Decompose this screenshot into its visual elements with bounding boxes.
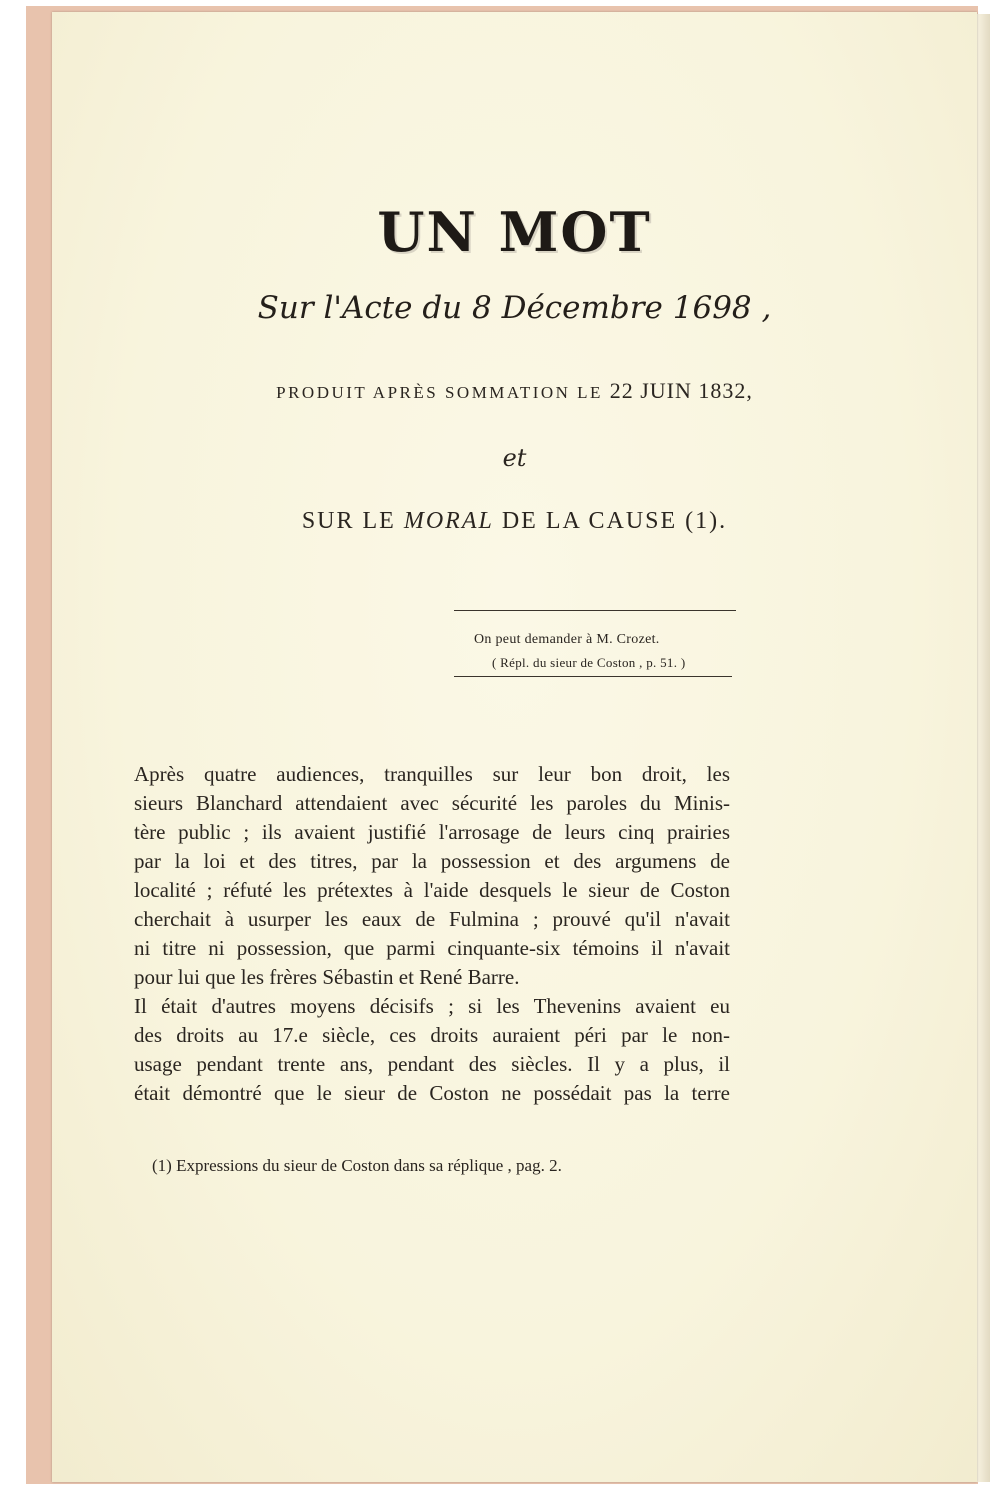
paragraph-line: cherchait à usurper les eaux de Fulmina ; prouvé qu'il n'avait [134, 907, 730, 931]
conjunction-et: et [502, 444, 527, 472]
epigraph-bottom-rule [454, 676, 732, 677]
paragraph-line: par la loi et des titres, par la possession et des argumens de [134, 849, 730, 873]
production-text: PRODUIT APRÈS SOMMATION LE [276, 383, 610, 402]
paragraph-line: Après quatre audiences, tranquilles sur leur bon droit, les [134, 762, 730, 786]
moral-word: MORAL [403, 508, 494, 534]
document-subtitle: Sur l'Acte du 8 Décembre 1698 , [257, 290, 772, 326]
paragraph-line: pour lui que les frères Sébastin et René Barre. [134, 965, 520, 989]
moral-heading [52, 508, 977, 535]
paragraph-line: des droits au 17.e siècle, ces droits auraient péri par le non- [134, 1023, 730, 1047]
production-line [52, 378, 977, 404]
moral-suffix: DE LA CAUSE (1). [493, 508, 728, 534]
paragraph-line: était démontré que le sieur de Coston ne possédait pas la terre [134, 1081, 730, 1105]
production-date: 22 JUIN 1832, [609, 378, 753, 403]
epigraph-line-1: On peut demander à M. Crozet. [474, 632, 660, 647]
paragraph-line: sieurs Blanchard attendaient avec sécurité les paroles du Minis- [134, 791, 730, 815]
footnote: (1) Expressions du sieur de Coston dans sa réplique , pag. 2. [152, 1156, 562, 1175]
document-page [52, 12, 977, 1482]
epigraph-line-2: ( Répl. du sieur de Coston , p. 51. ) [492, 655, 686, 670]
epigraph-top-rule [454, 610, 736, 611]
paragraph-line: ni titre ni possession, que parmi cinquante-six témoins il n'avait [134, 936, 730, 960]
paragraph-line: Il était d'autres moyens décisifs ; si les Thevenins avaient eu [134, 994, 730, 1018]
moral-prefix: SUR LE [301, 508, 404, 534]
document-title: UN MOT [377, 200, 652, 264]
paragraph-line: localité ; réfuté les prétextes à l'aide desquels le sieur de Coston [134, 878, 730, 902]
paragraph-1 [134, 760, 730, 992]
paragraph-line: usage pendant trente ans, pendant des siècles. Il y a plus, il [134, 1052, 730, 1076]
paragraph-2 [134, 992, 730, 1108]
paragraph-line: tère public ; ils avaient justifié l'arrosage de leurs cinq prairies [134, 820, 730, 844]
